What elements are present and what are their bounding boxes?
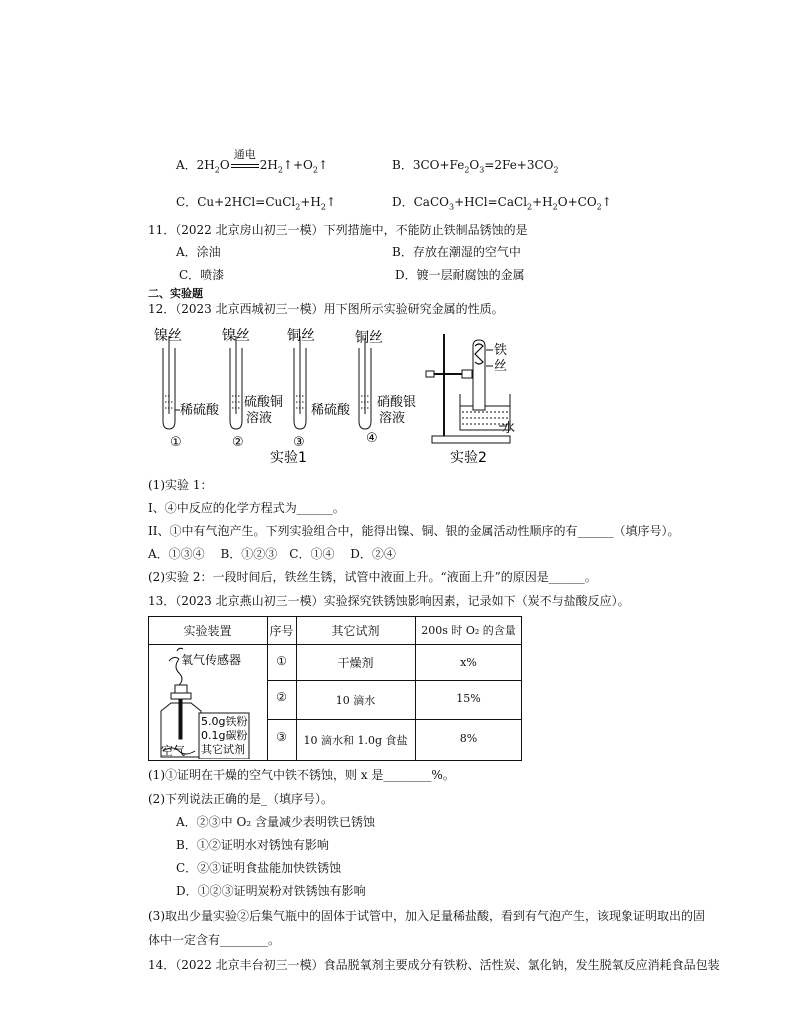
q10-b-o: O [469,158,480,172]
row1-number: ① [276,654,287,668]
experiment1-caption: 实验1 [270,450,307,466]
q13-part3-line1: (3)取出少量实验②后集气瓶中的固体于试管中，加入足量稀盐酸，看到有气泡产生，该现象证明取出的固 [148,909,706,923]
q10-a-label: A． [176,158,197,172]
tube2-liquid-label-line1: 硫酸铜 [244,395,284,410]
q10-d-sub2: 2 [527,202,533,212]
q10-b-label: B． [392,158,413,172]
q10-a-rhs-sub: 2 [277,165,283,175]
row2-reagent: 10 滴水 [335,694,376,707]
tube3-number: ③ [293,435,305,450]
q13-part1: (1)①证明在干燥的空气中铁不锈蚀，则 x 是________%。 [148,768,455,782]
tube2-liquid-label-line2: 溶液 [246,411,273,426]
table-hline-2 [267,680,522,681]
q12-part1-i: I、④中反应的化学方程式为______。 [148,501,345,515]
tube4-liquid-label-line1: 硝酸银 [377,395,417,410]
tube3-metal-label: 铜丝 [287,328,315,344]
q10-b-sub3: 2 [553,165,559,175]
oxygen-sensor-label: 氧气传感器 [181,653,242,667]
tube1-number: ① [170,435,182,450]
q10-b-rest: =2Fe+3CO [484,158,554,172]
test-tube-2 [230,336,242,429]
exp2-iron-wire-label-line1: 铁 [494,343,508,358]
q10-d-end: ↑ [601,195,612,209]
q10-d-sub1: 3 [448,202,455,212]
q13-option-a: A．②③中 O₂ 含量减少表明铁已锈蚀 [176,815,375,829]
header-o2-content: 200s 时 O₂ 的含量 [421,624,516,637]
q10-a-sub: 2 [214,165,220,175]
tube4-number: ④ [366,431,378,446]
q11-stem: 11．（2022 北京房山初三一模）下列措施中，不能防止铁制品锈蚀的是 [148,223,528,237]
q12-part1: (1)实验 1： [148,478,213,492]
header-number: 序号 [269,624,294,638]
section-heading: 二、实验题 [148,287,203,300]
q10-b-sub1: 2 [464,165,470,175]
q10-c-sub2: 2 [320,202,326,212]
q10-a-rhs: 2H [259,158,278,172]
q11-option-d: D．镀一层耐腐蚀的金属 [395,268,525,282]
q11-option-c: C．喷漆 [179,268,225,282]
q13-option-c: C．②③证明食盐能加快铁锈蚀 [176,861,342,875]
q10-a-equals [231,164,259,168]
q10-d-label: D． [392,195,414,209]
air-label: 空气 [161,744,186,758]
q13-option-b: B．①②证明水对锈蚀有影响 [176,838,329,852]
row1-o2: x% [460,656,477,669]
q10-a-condition [230,148,260,172]
q10-d-rest1: +HCl=CaCl [454,195,528,209]
test-tube-4 [359,338,371,429]
q10-option-b [392,156,559,174]
q10-a-text2: O [219,158,230,172]
header-apparatus: 实验装置 [183,624,232,638]
header-reagent: 其它试剂 [331,624,380,638]
q10-b-sub2: 3 [479,165,485,175]
q12-experiment-figure [150,326,550,466]
q10-option-a [176,148,329,175]
oxygen-sensor-apparatus [149,645,267,759]
q10-c-label: C． [176,195,198,209]
q12-part1-ii: II、①中有气泡产生。下列实验组合中，能得出镍、铜、银的金属活动性顺序的有______（填序号）。 [148,524,680,538]
q12-stem: 12．（2023 北京西城初三一模）用下图所示实验研究金属的性质。 [148,302,504,316]
row1-reagent: 干燥剂 [337,656,374,670]
q10-c-rest: +H [300,195,321,209]
reagent-box-line3: 其它试剂 [201,743,245,756]
q13-stem: 13．（2023 北京燕山初三一模）实验探究铁锈蚀影响因素，记录如下（炭不与盐酸反应）。 [148,594,630,608]
q14-stem: 14．（2022 北京丰台初三一模）食品脱氧剂主要成分有铁粉、活性炭、氯化钠，发生脱氧反应消耗食品包装 [148,958,720,972]
q10-a-text: 2H [196,158,215,172]
q11-option-b: B．存放在潮湿的空气中 [392,245,521,259]
row2-o2: 15% [456,692,481,705]
test-tube-3 [294,336,306,429]
row3-reagent: 10 滴水和 1.0g 食盐 [303,734,408,747]
q13-part2: (2)下列说法正确的是_（填序号）。 [148,792,333,806]
exp2-iron-wire-label-line2: 丝 [494,359,508,374]
test-tube-1 [163,336,180,429]
tube4-metal-label: 铜丝 [355,330,383,346]
q10-option-d [392,193,612,211]
q10-a-rhs-end: ↑ [317,158,329,172]
row3-number: ③ [276,730,287,744]
tube1-liquid-label: 稀硫酸 [180,403,220,418]
tube3-liquid-label: 稀硫酸 [311,403,351,418]
q10-c-end: ↑ [325,195,337,209]
q10-a-rhs-sub2: 2 [312,165,318,175]
q10-d-rest2: +H [532,195,553,209]
q13-table [148,616,522,761]
experiment2-caption: 实验2 [450,450,487,466]
q10-d-sub4: 2 [596,202,602,212]
q10-c-text: Cu+2HCl=CuCl [197,195,296,209]
reagent-box-line1: 5.0g铁粉 [201,715,248,728]
q11-option-a: A．涂油 [176,245,221,259]
exp2-water-label: 水 [502,421,516,436]
q12-choices: A．①③④ B．①②③ C．①④ D．②④ [148,547,396,561]
q13-option-d: D．①②③证明炭粉对铁锈蚀有影响 [176,884,366,898]
row3-o2: 8% [459,732,478,745]
tube2-metal-label: 镍丝 [222,328,250,344]
table-hline-3 [267,719,522,720]
reagent-box-line2: 0.1g碳粉 [201,729,248,742]
row2-number: ② [276,690,287,704]
q10-option-c [176,193,336,211]
q10-c-sub1: 2 [295,202,301,212]
tube4-liquid-label-line2: 溶液 [379,411,406,426]
q10-d-sub3: 2 [552,202,558,212]
q10-a-rhs-rest: ↑+O [282,158,313,172]
q12-part2: (2)实验 2：一段时间后，铁丝生锈，试管中液面上升。“液面上升”的原因是______。 [148,570,597,584]
tube1-metal-label: 镍丝 [154,328,182,344]
q10-b-text: 3CO+Fe [412,158,465,172]
q10-d-rest3: O+CO [557,195,597,209]
q13-part3-line2: 体中一定含有________。 [148,933,281,947]
tube2-number: ② [232,435,244,450]
q10-a-cond-text: 通电 [233,148,256,161]
q10-d-text: CaCO [413,195,449,209]
